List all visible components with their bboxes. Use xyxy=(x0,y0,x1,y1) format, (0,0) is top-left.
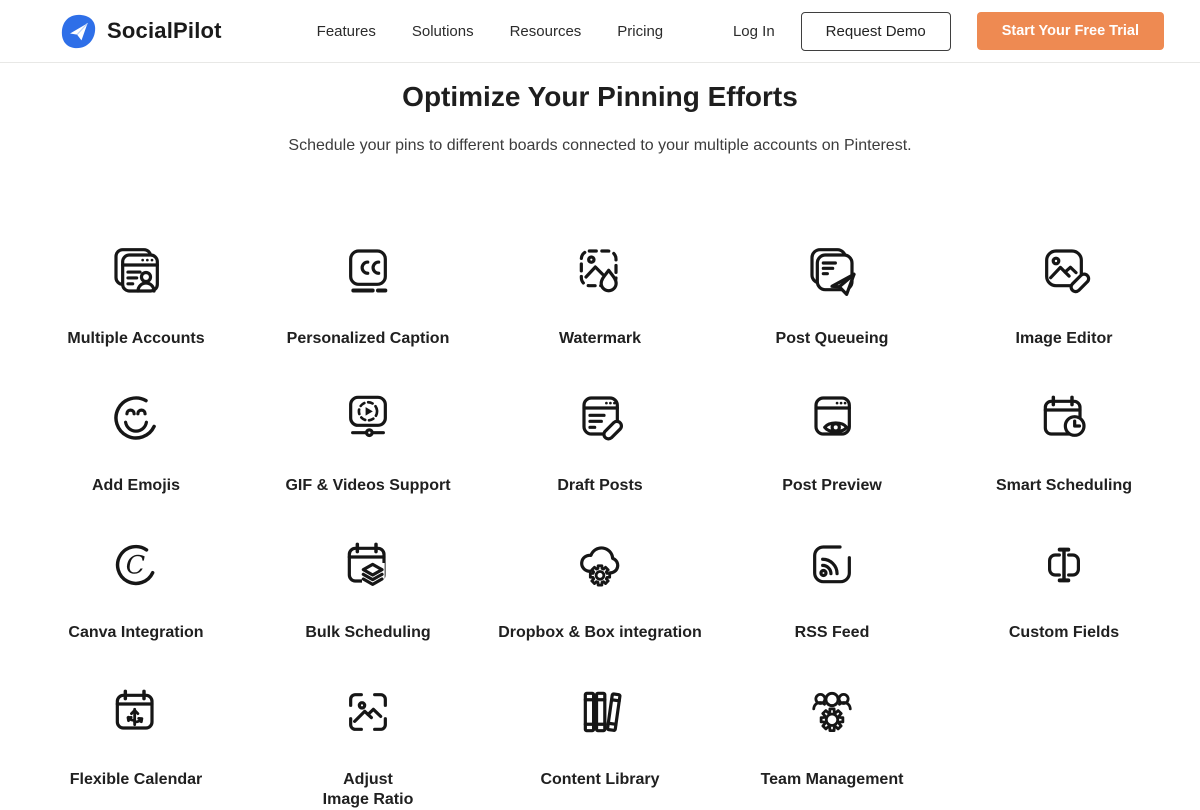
feature-label: Team Management xyxy=(760,771,904,788)
feature-item xyxy=(484,533,716,643)
svg-text:C: C xyxy=(125,549,146,580)
top-navbar xyxy=(0,0,1200,63)
feature-label: Bulk Scheduling xyxy=(305,624,431,641)
page-subtitle: Schedule your pins to different boards connected to your multiple accounts on Pinterest. xyxy=(288,137,912,154)
start-free-trial-button[interactable]: Start Your Free Trial xyxy=(977,12,1164,50)
feature-label: Personalized Caption xyxy=(286,330,450,347)
draft-posts-icon xyxy=(568,386,632,450)
feature-item xyxy=(716,239,948,349)
content-library-icon xyxy=(568,680,632,744)
feature-item xyxy=(716,680,948,810)
feature-label: Watermark xyxy=(558,330,642,347)
gif-videos-icon xyxy=(336,386,400,450)
feature-label: Adjust xyxy=(343,771,393,788)
watermark-icon xyxy=(568,239,632,303)
feature-label: RSS Feed xyxy=(794,624,870,641)
feature-item xyxy=(252,680,484,810)
hero-section xyxy=(0,81,1200,155)
feature-label: Custom Fields xyxy=(1008,624,1120,641)
nav-actions xyxy=(733,12,1164,51)
feature-item xyxy=(484,386,716,496)
nav-link-features[interactable]: Features xyxy=(316,22,376,40)
feature-item xyxy=(252,533,484,643)
smart-scheduling-icon xyxy=(1032,386,1096,450)
logo-text: SocialPilot xyxy=(107,18,222,43)
feature-label: GIF & Videos Support xyxy=(285,477,451,494)
team-management-icon xyxy=(800,680,864,744)
adjust-image-icon xyxy=(336,680,400,744)
nav-link-resources[interactable]: Resources xyxy=(509,22,582,40)
feature-item xyxy=(484,239,716,349)
rss-icon xyxy=(800,533,864,597)
feature-item xyxy=(948,386,1180,496)
feature-item xyxy=(948,533,1180,643)
flexible-calendar-icon xyxy=(104,680,168,744)
nav-link-solutions[interactable]: Solutions xyxy=(411,22,474,40)
feature-label: Image Editor xyxy=(1015,330,1113,347)
feature-item xyxy=(20,386,252,496)
feature-item xyxy=(716,386,948,496)
multiple-accounts-icon xyxy=(104,239,168,303)
feature-label: Post Preview xyxy=(782,477,882,494)
add-emojis-icon xyxy=(104,386,168,450)
feature-label: Content Library xyxy=(540,771,660,788)
feature-label: Multiple Accounts xyxy=(67,330,205,347)
personalized-caption-icon xyxy=(336,239,400,303)
feature-item xyxy=(484,680,716,810)
logo[interactable] xyxy=(60,13,222,50)
login-link[interactable]: Log In xyxy=(732,22,775,40)
feature-item xyxy=(948,239,1180,349)
feature-item xyxy=(20,239,252,349)
feature-label: Smart Scheduling xyxy=(995,477,1133,494)
feature-label-line2: Image Ratio xyxy=(322,791,414,808)
feature-label: Dropbox & Box integration xyxy=(498,624,702,641)
feature-label: Post Queueing xyxy=(775,330,889,347)
feature-item xyxy=(716,533,948,643)
canva-icon xyxy=(104,533,168,597)
feature-label: Flexible Calendar xyxy=(69,771,203,788)
bulk-scheduling-icon xyxy=(336,533,400,597)
post-preview-icon xyxy=(800,386,864,450)
feature-item xyxy=(20,680,252,810)
page-title: Optimize Your Pinning Efforts xyxy=(402,81,798,112)
feature-label: Canva Integration xyxy=(68,624,204,641)
main-nav xyxy=(317,23,663,40)
paper-plane-logo-icon xyxy=(60,13,97,50)
feature-item xyxy=(20,533,252,643)
feature-item xyxy=(252,239,484,349)
feature-label: Add Emojis xyxy=(91,477,180,494)
feature-grid xyxy=(20,239,1180,810)
nav-link-pricing[interactable]: Pricing xyxy=(617,22,664,40)
feature-label: Draft Posts xyxy=(557,477,643,494)
custom-fields-icon xyxy=(1032,533,1096,597)
image-editor-icon xyxy=(1032,239,1096,303)
request-demo-button[interactable]: Request Demo xyxy=(801,12,951,51)
cloud-gear-icon xyxy=(568,533,632,597)
feature-item xyxy=(252,386,484,496)
post-queueing-icon xyxy=(800,239,864,303)
